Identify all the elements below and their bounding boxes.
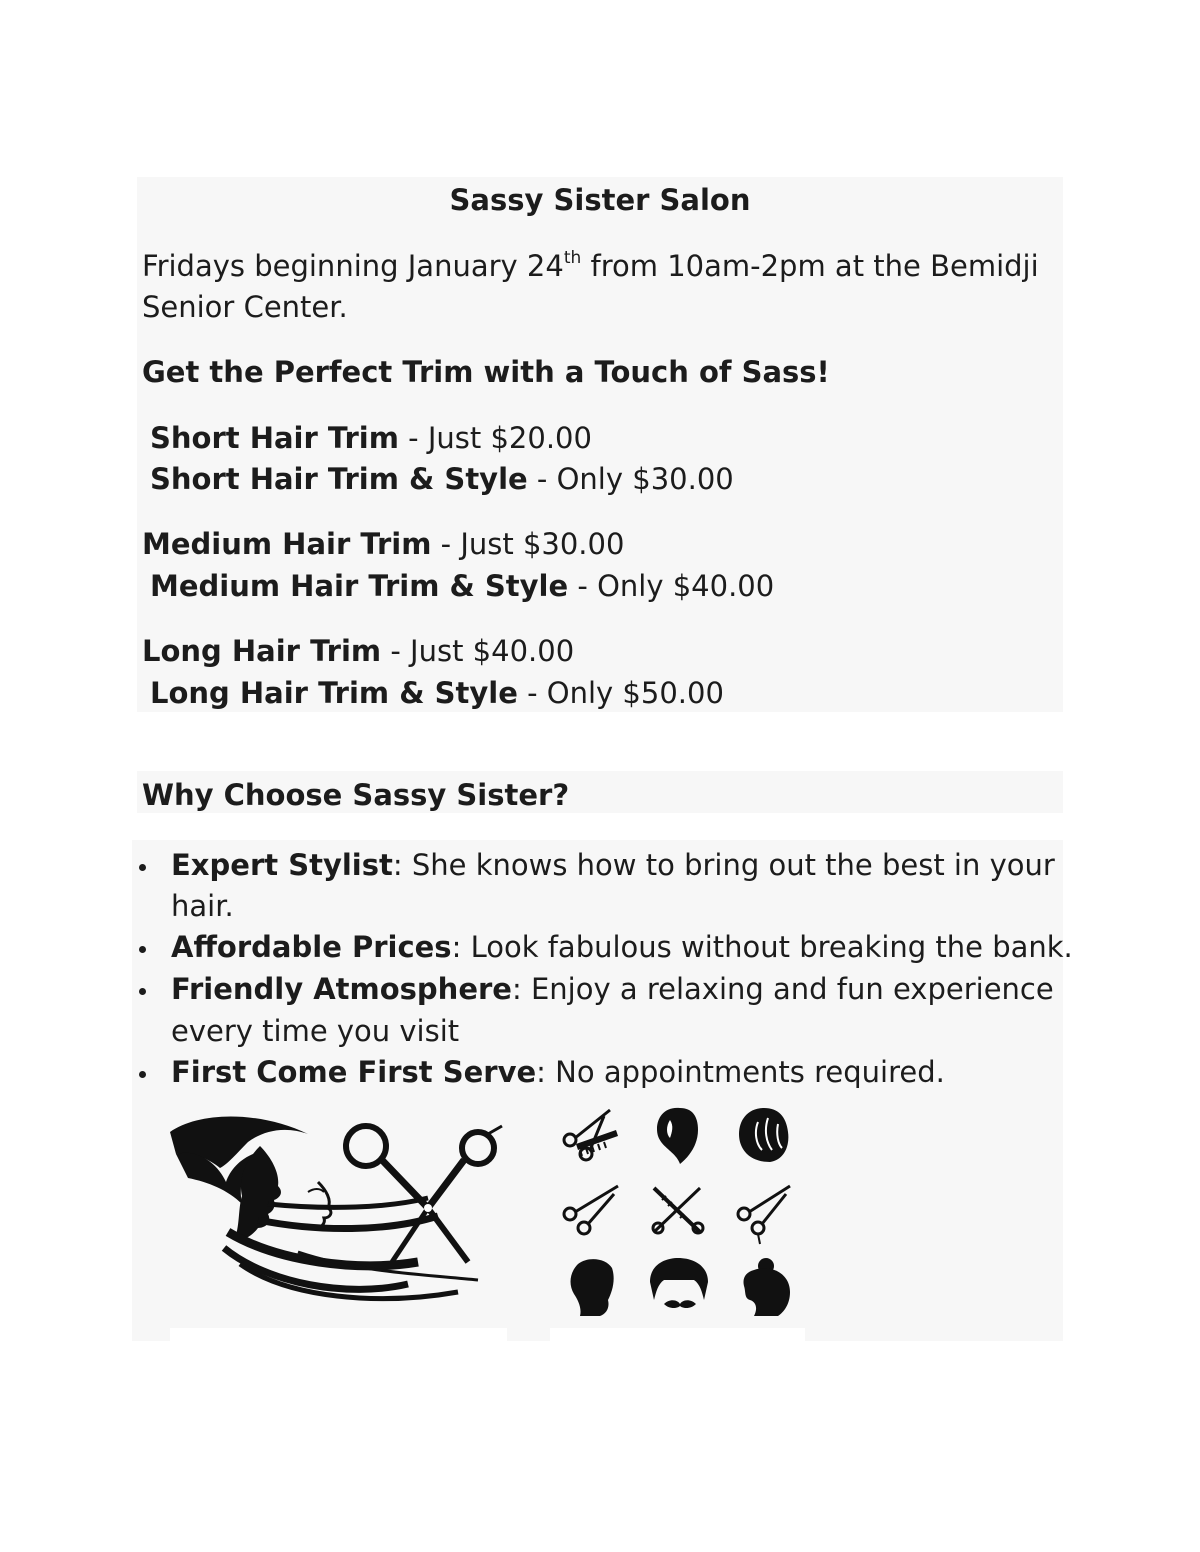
service-price: - Only $30.00 <box>527 462 734 496</box>
service-price: - Just $20.00 <box>398 421 592 455</box>
reason-title: Expert Stylist <box>171 848 393 882</box>
service-price: - Just $40.00 <box>381 634 575 668</box>
reason-continuation: hair. <box>171 889 234 923</box>
price-item <box>150 566 774 606</box>
reason-continuation: every time you visit <box>171 1014 460 1048</box>
service-price: - Just $30.00 <box>431 527 625 561</box>
price-item <box>142 524 624 564</box>
intro-text-b: from 10am-2pm at the Bemidji <box>581 249 1039 283</box>
hair-icon-grid <box>558 1104 798 1324</box>
reason-title: Friendly Atmosphere <box>171 972 512 1006</box>
service-name: Short Hair Trim & Style <box>150 462 528 496</box>
price-item <box>150 673 724 713</box>
bullet <box>139 864 146 871</box>
intro-text-a: Fridays beginning January 24 <box>142 249 564 283</box>
image-caption-strip <box>170 1328 507 1342</box>
woman-hair-scissors-icon <box>168 1112 508 1308</box>
comb-scissors-icon <box>564 1110 618 1160</box>
reason-text: : Enjoy a relaxing and fun experience <box>511 972 1054 1006</box>
reason-item <box>171 969 1054 1009</box>
scissors-icon <box>564 1186 618 1234</box>
woman-bun-head-icon <box>743 1258 790 1316</box>
image-caption-strip <box>550 1328 805 1342</box>
reason-item <box>171 1052 945 1092</box>
price-item <box>142 631 574 671</box>
reason-title: Affordable Prices <box>171 930 452 964</box>
service-name: Medium Hair Trim <box>142 527 432 561</box>
crossed-comb-scissors-icon <box>653 1188 703 1233</box>
why-heading: Why Choose Sassy Sister? <box>142 778 570 812</box>
salon-title: Sassy Sister Salon <box>449 183 751 217</box>
service-name: Medium Hair Trim & Style <box>150 569 569 603</box>
woman-hair-icon <box>739 1108 788 1162</box>
man-head-icon <box>571 1259 614 1316</box>
reason-text: : No appointments required. <box>536 1055 945 1089</box>
intro-superscript: th <box>563 248 582 268</box>
bullet <box>139 988 146 995</box>
mustache-man-icon <box>650 1258 708 1308</box>
service-name: Long Hair Trim <box>142 634 382 668</box>
service-name: Long Hair Trim & Style <box>150 676 518 710</box>
reason-item <box>171 927 1073 967</box>
woman-head-icon <box>657 1108 698 1164</box>
service-price: - Only $40.00 <box>568 569 775 603</box>
service-name: Short Hair Trim <box>150 421 399 455</box>
intro-line-2: Senior Center. <box>142 290 348 324</box>
intro-line-1 <box>142 246 1039 286</box>
service-price: - Only $50.00 <box>517 676 724 710</box>
reason-item <box>171 845 1055 885</box>
price-item <box>150 459 734 499</box>
price-item <box>150 418 592 458</box>
bullet <box>139 1071 146 1078</box>
scissors-icon <box>738 1186 790 1244</box>
reason-title: First Come First Serve <box>171 1055 537 1089</box>
tagline: Get the Perfect Trim with a Touch of Sass! <box>142 355 830 389</box>
bullet <box>139 946 146 953</box>
reason-text: : Look fabulous without breaking the bank. <box>451 930 1073 964</box>
reason-text: : She knows how to bring out the best in your <box>392 848 1055 882</box>
